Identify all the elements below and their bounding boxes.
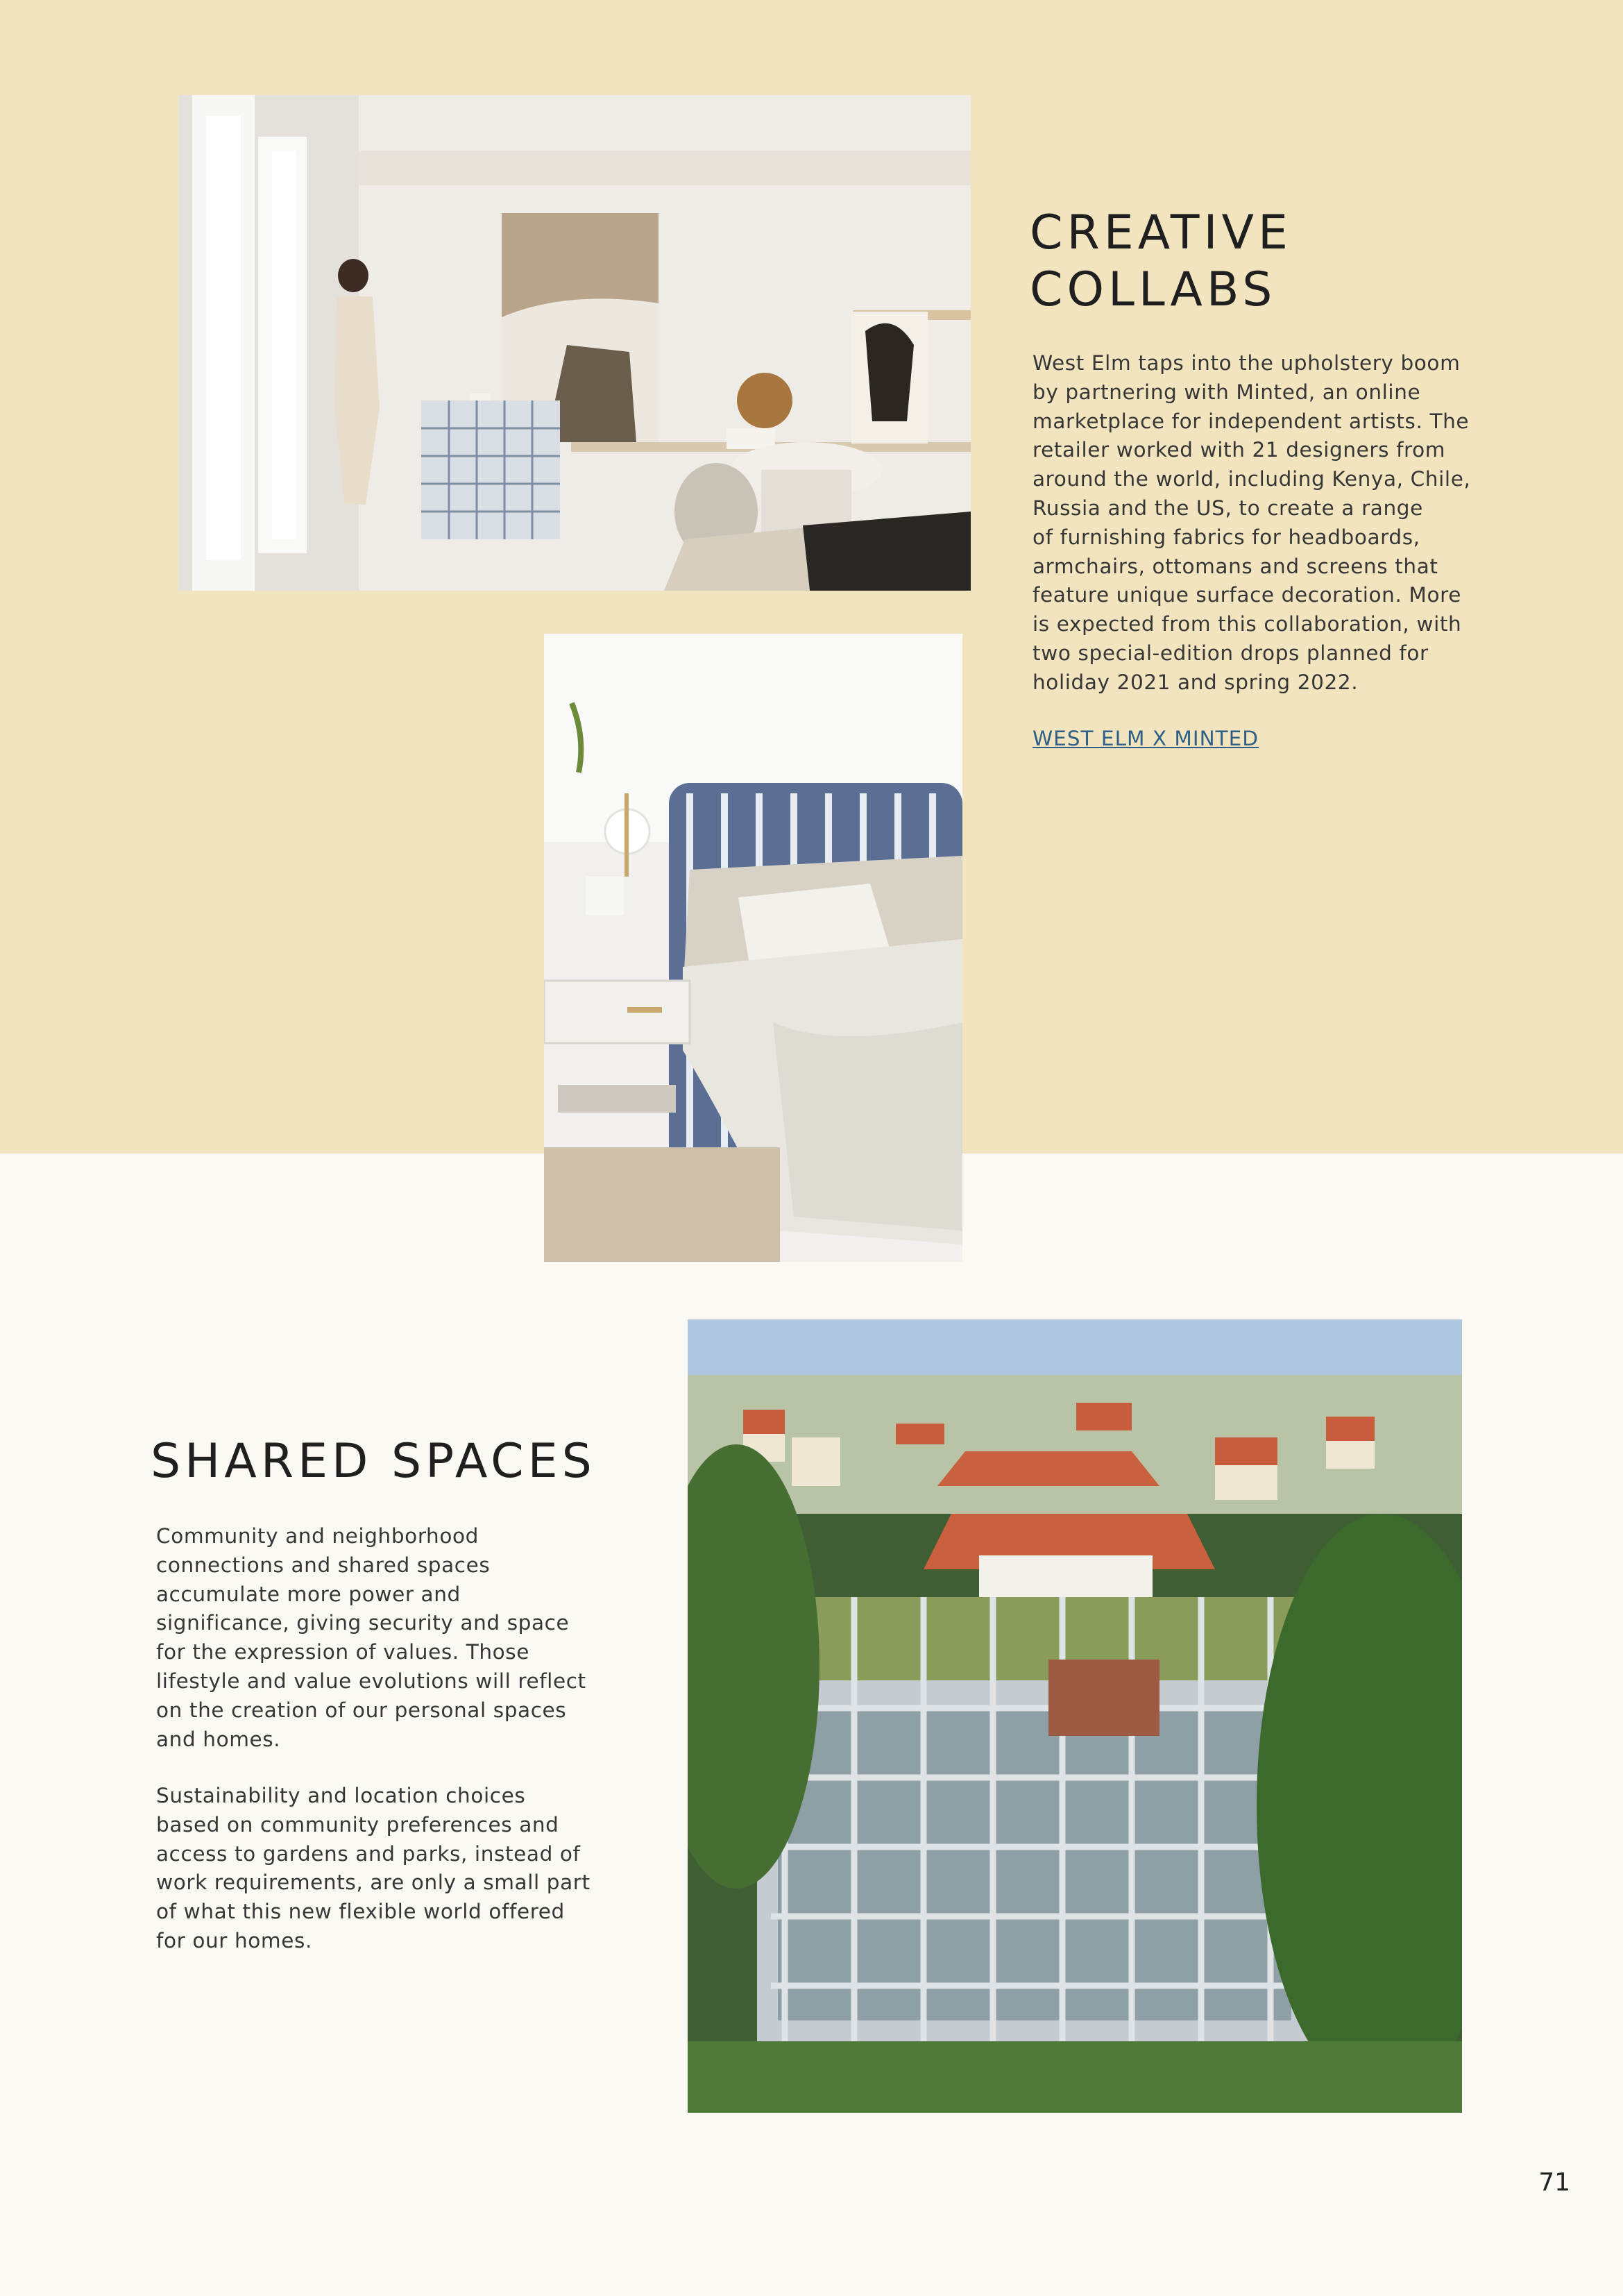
heading-line-1: CREATIVE xyxy=(1030,205,1293,260)
shared-spaces-paragraph-2: Sustainability and location choices based on community preferences and access to gardens and parks, instead of work requirements, are only a small part of what this new flexible world offered for our homes. xyxy=(156,1784,590,1952)
living-room-photo xyxy=(178,95,971,591)
greenhouse-house-photo xyxy=(688,1319,1462,2113)
shared-spaces-heading: SHARED SPACES xyxy=(151,1434,596,1489)
bedroom-photo xyxy=(544,634,962,1262)
page-number: 71 xyxy=(1538,2168,1570,2197)
shared-spaces-paragraph-1: Community and neighborhood connections and shared spaces accumulate more power and significance, giving security and space for the expression of values. Those lifestyle and value evolutions will reflect on the creation of our personal spaces and homes. xyxy=(156,1524,586,1751)
heading-line-2: COLLABS xyxy=(1030,262,1277,317)
west-elm-minted-link[interactable]: WEST ELM X MINTED xyxy=(1033,727,1259,750)
creative-collabs-heading xyxy=(1030,205,1292,318)
creative-collabs-body: West Elm taps into the upholstery boom by partnering with Minted, an online marketplace for independent artists. The retailer worked with 21 designers from around the world, including Kenya, Chile, Russia and the US, to create a range of furnishing fabrics for headboards, armchairs, ottomans and screens that feature unique surface decoration. More is expected from this collaboration, with two special-edition drops planned for holiday 2021 and spring 2022. xyxy=(1033,351,1471,694)
